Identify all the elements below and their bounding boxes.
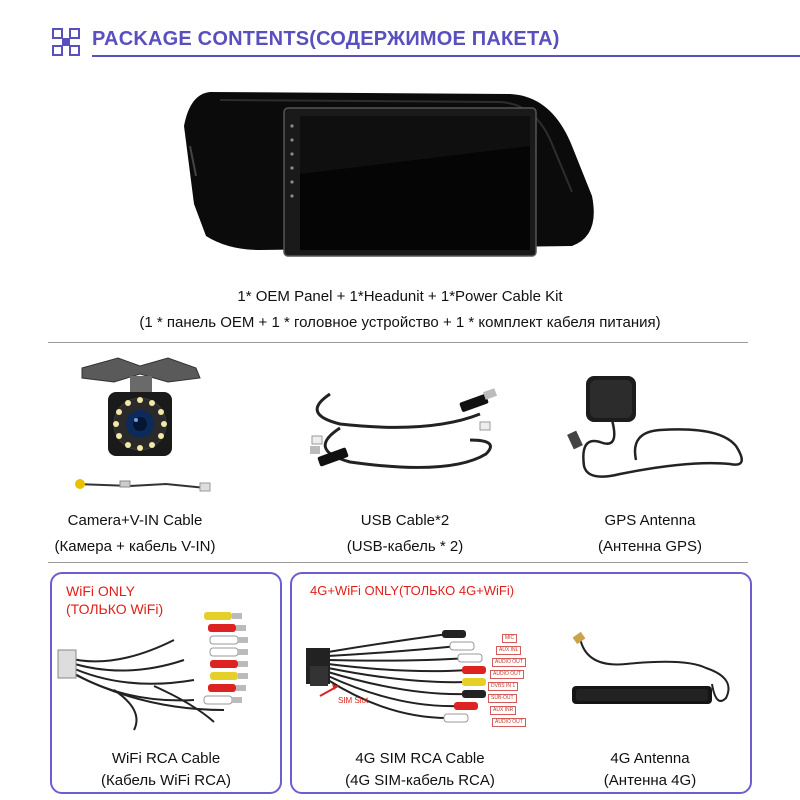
wifi-only-label-ru: (ТОЛЬКО WiFi) <box>66 601 164 617</box>
oem-panel-headunit-image <box>180 86 620 262</box>
page-header <box>48 22 800 62</box>
divider-2 <box>48 562 748 563</box>
wifi-rca-cable-image <box>54 600 278 730</box>
usb-cable-image <box>310 384 500 484</box>
rca-tag-aux-inl: AUX INL <box>496 646 521 655</box>
page-title: PACKAGE CONTENTS(СОДЕРЖИМОЕ ПАКЕТА) <box>92 28 560 50</box>
4g-antenna-caption-ru: (Антенна 4G) <box>603 772 697 789</box>
gps-caption-ru: (Антенна GPS) <box>597 538 703 555</box>
rca-tag-audio-out-2: AUDIO OUT <box>490 670 524 679</box>
rca-tag-aux-inr: AUX INR <box>490 706 516 715</box>
divider-1 <box>48 342 748 343</box>
camera-caption-ru: (Камера + кабель V-IN) <box>54 538 216 555</box>
wifi-only-label: WiFi ONLY <box>66 583 135 599</box>
4g-wifi-only-label: 4G+WiFi ONLY(ТОЛЬКО 4G+WiFi) <box>310 583 515 598</box>
wifi-rca-caption-ru: (Кабель WiFi RCA) <box>101 772 231 789</box>
usb-caption-ru: (USB-кабель * 2) <box>346 538 464 555</box>
rca-tag-mic: MIC <box>502 634 517 643</box>
camera-caption-en: Camera+V-IN Cable <box>67 512 203 529</box>
main-item-caption-en: 1* OEM Panel + 1*Headunit + 1*Power Cable Kit <box>237 288 563 305</box>
rca-tag-sub-out: SUB-OUT <box>488 694 517 703</box>
wifi-rca-caption-en: WiFi RCA Cable <box>111 750 221 767</box>
rca-tag-audio-out-1: AUDIO OUT <box>492 658 526 667</box>
camera-image <box>70 352 220 502</box>
4g-antenna-caption-en: 4G Antenna <box>610 750 690 767</box>
main-item-caption-ru: (1 * панель OEM + 1 * головное устройство + 1 * комплект кабеля питания) <box>139 314 661 331</box>
usb-caption-en: USB Cable*2 <box>360 512 450 529</box>
rca-tag-dvbs-in: DVBS IN 1 <box>488 682 518 691</box>
gps-caption-en: GPS Antenna <box>604 512 696 529</box>
rca-tag-audio-out-3: AUDIO OUT <box>492 718 526 727</box>
package-grid-icon <box>52 28 82 58</box>
header-underline <box>92 55 800 57</box>
4g-sim-rca-caption-en: 4G SIM RCA Cable <box>355 750 485 767</box>
gps-antenna-image <box>560 370 750 490</box>
sim-slot-label: SIM Slot <box>338 696 369 705</box>
4g-antenna-image <box>566 628 746 738</box>
4g-sim-rca-caption-ru: (4G SIM-кабель RCA) <box>345 772 495 789</box>
